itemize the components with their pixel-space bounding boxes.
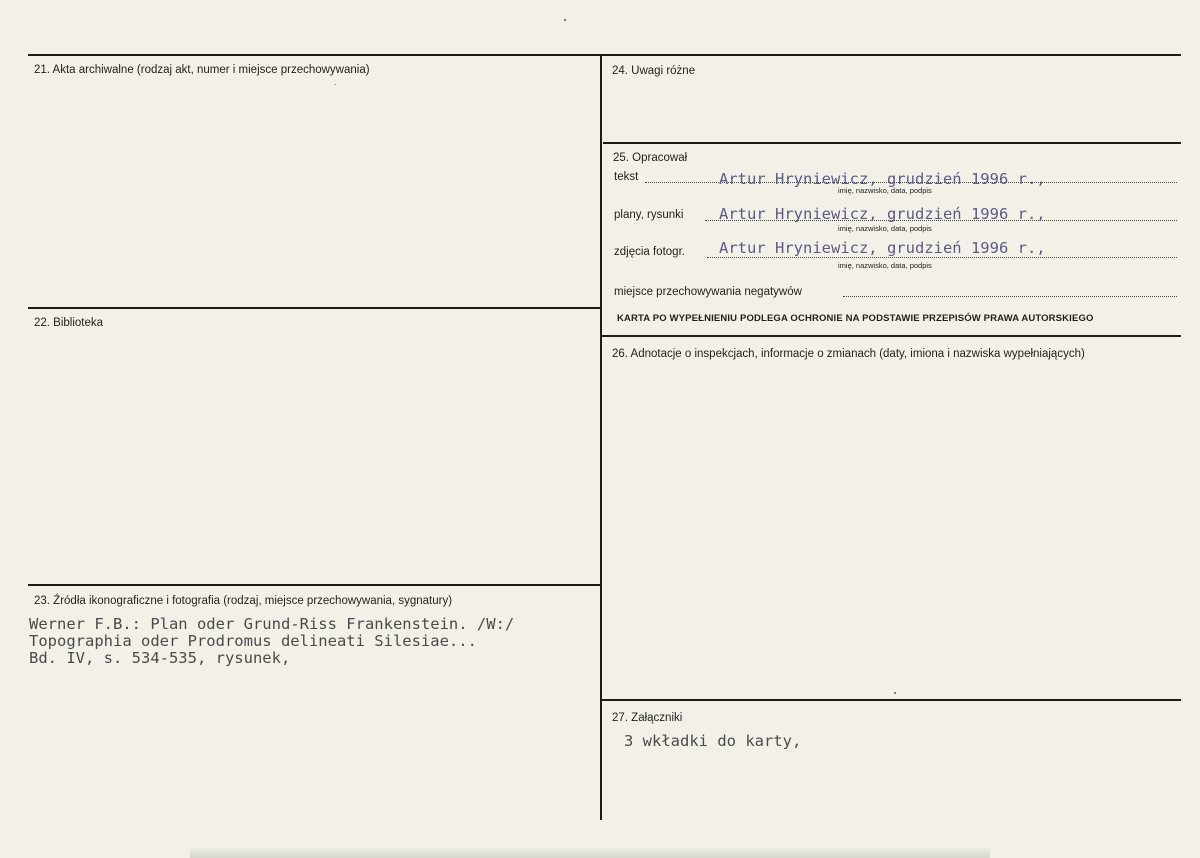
section-26-label: 26. Adnotacje o inspekcjach, informacje o zmianach (daty, imiona i nazwiska wypełniających) [612, 348, 1085, 360]
photos-author-label: zdjęcia fotogr. [614, 246, 685, 258]
section-23-typed-line-1: Werner F.B.: Plan oder Grund-Riss Frankenstein. /W:/ [29, 615, 515, 633]
section-21-label: 21. Akta archiwalne (rodzaj akt, numer i miejsce przechowywania) [34, 64, 370, 76]
rule-26-27 [600, 699, 1181, 701]
section-27-label: 27. Załączniki [612, 712, 683, 724]
author-text-value: Artur Hryniewicz, grudzień 1996 r., [719, 170, 1046, 188]
photos-author-hint: imię, nazwisko, data, podpis [838, 261, 932, 270]
top-rule [28, 54, 1181, 56]
paper-speck [335, 84, 336, 85]
drawings-author-hint: imię, nazwisko, data, podpis [838, 224, 932, 233]
rule-24-25 [603, 142, 1181, 144]
photos-author-value: Artur Hryniewicz, grudzień 1996 r., [719, 239, 1046, 257]
section-23-typed-line-2: Topographia oder Prodromus delineati Silesiae... [29, 632, 477, 650]
copyright-notice: KARTA PO WYPEŁNIENIU PODLEGA OCHRONIE NA PODSTAWIE PRZEPISÓW PRAWA AUTORSKIEGO [617, 313, 1094, 324]
section-24-label: 24. Uwagi różne [612, 65, 696, 77]
author-text-hint: imię, nazwisko, data, podpis [838, 186, 932, 195]
drawings-author-value: Artur Hryniewicz, grudzień 1996 r., [719, 205, 1046, 223]
section-25-label: 25. Opracował [613, 152, 688, 164]
negatives-storage-line [843, 296, 1177, 297]
section-27-typed: 3 wkładki do karty, [624, 732, 802, 750]
section-22-label: 22. Biblioteka [34, 317, 104, 329]
center-divider [600, 55, 602, 820]
section-23-label: 23. Źródła ikonograficzne i fotografia (rodzaj, miejsce przechowywania, sygnatury) [34, 595, 453, 607]
paper-speck [564, 19, 566, 21]
author-text-label: tekst [614, 171, 639, 183]
scan-edge-shadow [190, 846, 990, 858]
rule-22-23 [28, 584, 600, 586]
rule-25-26 [601, 335, 1181, 337]
rule-21-22 [28, 307, 602, 309]
drawings-author-label: plany, rysunki [614, 209, 684, 221]
paper-speck [894, 692, 896, 694]
section-23-typed-line-3: Bd. IV, s. 534-535, rysunek, [29, 649, 291, 667]
negatives-storage-label: miejsce przechowywania negatywów [614, 286, 802, 298]
photos-author-line [707, 257, 1177, 258]
